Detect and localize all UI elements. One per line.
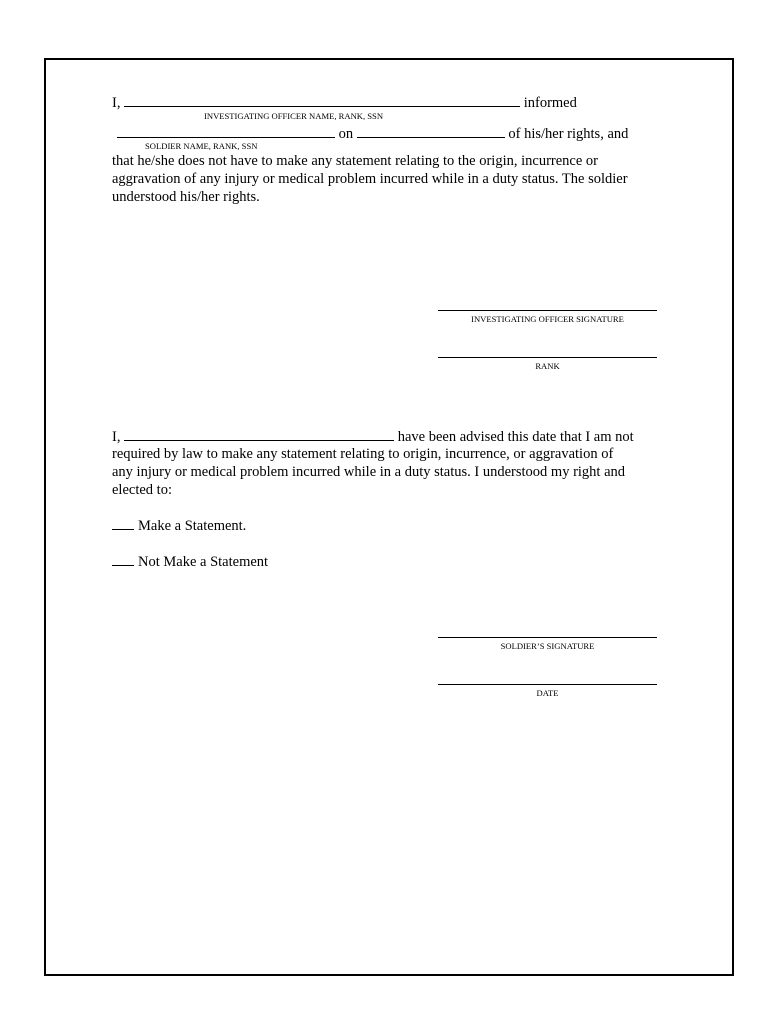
officer-name-field[interactable]	[124, 93, 520, 107]
advised-suffix-text: have been advised this date that I am not	[397, 429, 634, 445]
rights-suffix-text: of his/her rights, and	[508, 126, 629, 142]
date-caption: DATE	[536, 688, 559, 698]
paragraph-line: aggravation of any injury or medical problem incurred while in a duty status. The soldier	[112, 171, 628, 187]
option-label: Not Make a Statement	[138, 554, 269, 570]
paragraph-line: any injury or medical problem incurred while in a duty status. I understood my right and	[112, 464, 626, 480]
soldier-signature-field[interactable]	[438, 637, 657, 638]
paragraph-line: understood his/her rights.	[112, 189, 260, 205]
soldier-advised-name-field[interactable]	[124, 427, 394, 441]
option-make-statement	[112, 516, 246, 535]
officer-signature-caption: INVESTIGATING OFFICER SIGNATURE	[471, 314, 624, 324]
rank-caption: RANK	[535, 361, 560, 371]
paragraph-line: elected to:	[112, 482, 172, 498]
paragraph-line: that he/she does not have to make any statement relating to the origin, incurrence or	[112, 153, 598, 169]
date-field[interactable]	[438, 684, 657, 685]
advised-paragraph	[112, 445, 660, 499]
paragraph-line: required by law to make any statement relating to origin, incurrence, or aggravation of	[112, 446, 614, 462]
not-make-statement-checkbox[interactable]	[112, 552, 134, 566]
make-statement-checkbox[interactable]	[112, 516, 134, 530]
rank-field[interactable]	[438, 357, 657, 358]
officer-name-caption: INVESTIGATING OFFICER NAME, RANK, SSN	[204, 111, 384, 121]
soldier-signature-caption: SOLDIER’S SIGNATURE	[500, 641, 595, 651]
i-prefix: I,	[112, 95, 121, 111]
officer-line	[112, 93, 577, 112]
soldier-name-field[interactable]	[117, 124, 335, 138]
option-not-make-statement	[112, 552, 268, 571]
officer-signature-field[interactable]	[438, 310, 657, 311]
soldier-advised-line	[112, 427, 634, 446]
soldier-name-caption: SOLDIER NAME, RANK, SSN	[145, 141, 258, 151]
i-prefix: I,	[112, 429, 121, 445]
option-label: Make a Statement.	[138, 518, 247, 534]
date-informed-field[interactable]	[357, 124, 505, 138]
rights-paragraph	[112, 152, 660, 206]
informed-text: informed	[523, 95, 577, 111]
on-text: on	[338, 126, 354, 142]
